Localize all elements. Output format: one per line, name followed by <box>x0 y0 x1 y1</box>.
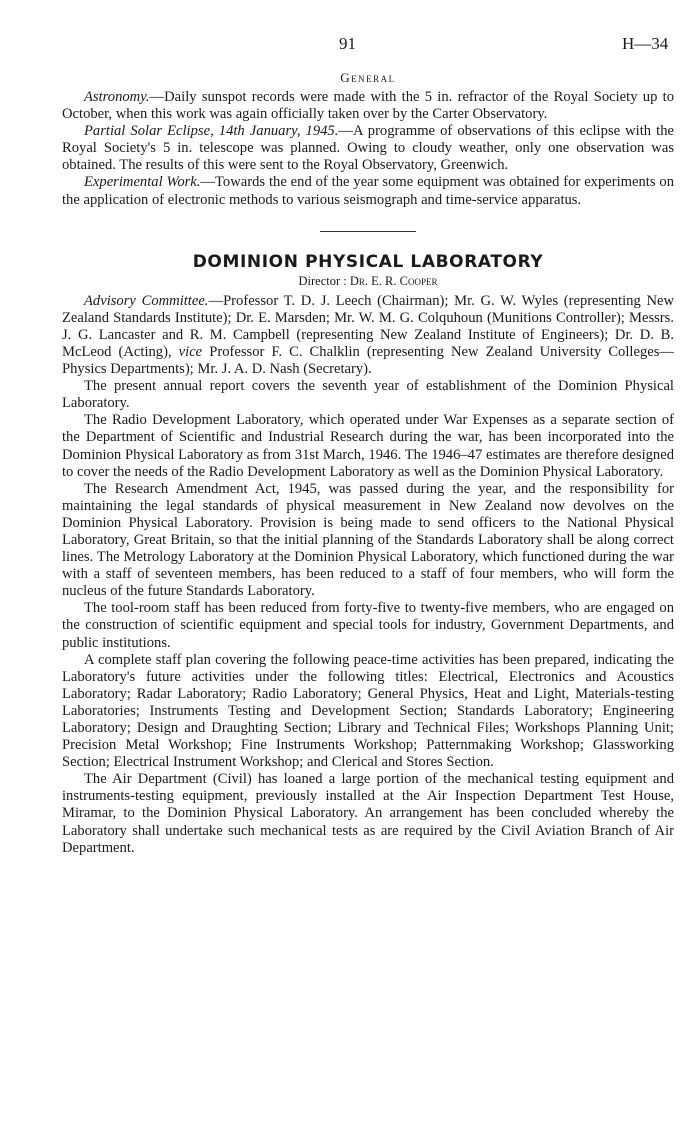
paragraph-text: —Professor T. D. J. Leech (Chairman); Mr. G. W. Wyles (representing New Zealand Standards Institute); Dr. E. Marsden; Mr. W. M. G. Colquhoun (Munitions Controller); Messrs. J. G. Lancaster and R. M. Campbell (representing New Zealand Institute of Engineers); Dr. D. B. McLeod (Acting), <box>62 292 675 360</box>
paragraph-lead: Astronomy. <box>84 89 150 105</box>
report-body <box>62 70 674 857</box>
paragraph-experimental-work <box>62 174 674 208</box>
paragraph-advisory-committee <box>62 293 674 378</box>
paragraph-text: —Daily sunspot records were made with the 5 in. refractor of the Royal Society up to October, when this work was again officially taken over by the Carter Observatory. <box>62 89 674 123</box>
section-divider <box>320 231 416 232</box>
paragraph-astronomy <box>62 89 674 123</box>
section-heading-general: General <box>340 70 396 85</box>
paragraph-text: —Towards the end of the year some equipment was obtained for experiments on the application of electronic methods to various seismograph and time-service apparatus. <box>62 174 674 208</box>
paragraph-lead: Partial Solar Eclipse, 14th January, 1945. <box>84 123 339 140</box>
paragraph-tool-room-staff: The tool-room staff has been reduced from forty-five to twenty-five members, who are engaged on the construction of scientific equipment and special tools for industry, Government Departments, and public institutions. <box>62 600 674 651</box>
section-title-dominion-physical-laboratory: DOMINION PHYSICAL LABORATORY <box>192 251 544 272</box>
paragraph-text: —A programme of observations of this eclipse with the Royal Society's 5 in. telescope was planned. Owing to cloudy weather, only one observation was obtained. The results of this were sent to the Royal Observatory, Greenwich. <box>62 123 674 174</box>
paragraph-radio-development: The Radio Development Laboratory, which operated under War Expenses as a separate section of the Department of Scientific and Industrial Research during the war, has been incorporated into the Dominion Physical Laboratory as from 31st March, 1946. The 1946–47 estimates are therefore designed to cover the needs of the Radio Development Laboratory as well as the Dominion Physical Laboratory. <box>62 412 674 480</box>
director-label: Director : <box>298 273 347 288</box>
paragraph-report-scope: The present annual report covers the seventh year of establishment of the Dominion Physical Laboratory. <box>62 378 674 412</box>
paragraph-staff-plan: A complete staff plan covering the following peace-time activities has been prepared, indicating the Laboratory's future activities under the following titles: Electrical, Electronics and Acoustics Laboratory; Radar Laboratory; Radio Laboratory; General Physics, Heat and Light, Materials-testing Laboratories; Instruments Testing and Development Section; Standards Laboratory; Engineering Laboratory; Design and Draughting Section; Library and Technical Files; Workshops Planning Unit; Precision Metal Workshop; Fine Instruments Workshop; Patternmaking Workshop; Glassworking Section; Electrical Instrument Workshop; and Clerical and Stores Section. <box>62 651 674 771</box>
director-line <box>62 274 674 289</box>
paragraph-italic-word: vice <box>178 343 203 360</box>
paragraph-lead: Experimental Work. <box>84 174 201 191</box>
paragraph-text: Professor F. C. Chalklin (representing New Zealand University Colleges—Physics Departments); Mr. J. A. D. Nash (Secretary). <box>62 343 674 378</box>
page-identifier: H—34 <box>622 34 669 53</box>
paragraph-research-amendment-act: The Research Amendment Act, 1945, was passed during the year, and the responsibility for maintaining the legal standards of physical measurement in New Zealand now devolves on the Dominion Physical Laboratory. Provision is being made to send officers to the National Physical Laboratory, Great Britain, so that the initial planning of the Standards Laboratory shall be along correct lines. The Metrology Laboratory at the Dominion Physical Laboratory, which functioned during the war with a staff of seventeen members, has been reduced to a staff of four members, who will form the nucleus of the future Standards Laboratory. <box>62 480 674 600</box>
director-name: Dr. E. R. Cooper <box>349 273 438 288</box>
paragraph-partial-solar-eclipse <box>62 123 674 174</box>
paragraph-air-department: The Air Department (Civil) has loaned a large portion of the mechanical testing equipment and instruments-testing equipment, previously installed at the Air Inspection Department Test House, Miramar, to the Dominion Physical Laboratory. An arrangement has been concluded whereby the Laboratory shall undertake such mechanical tests as are required by the Civil Aviation Branch of Air Department. <box>62 771 674 856</box>
page-number: 91 <box>339 34 356 53</box>
paragraph-lead: Advisory Committee. <box>84 292 209 309</box>
